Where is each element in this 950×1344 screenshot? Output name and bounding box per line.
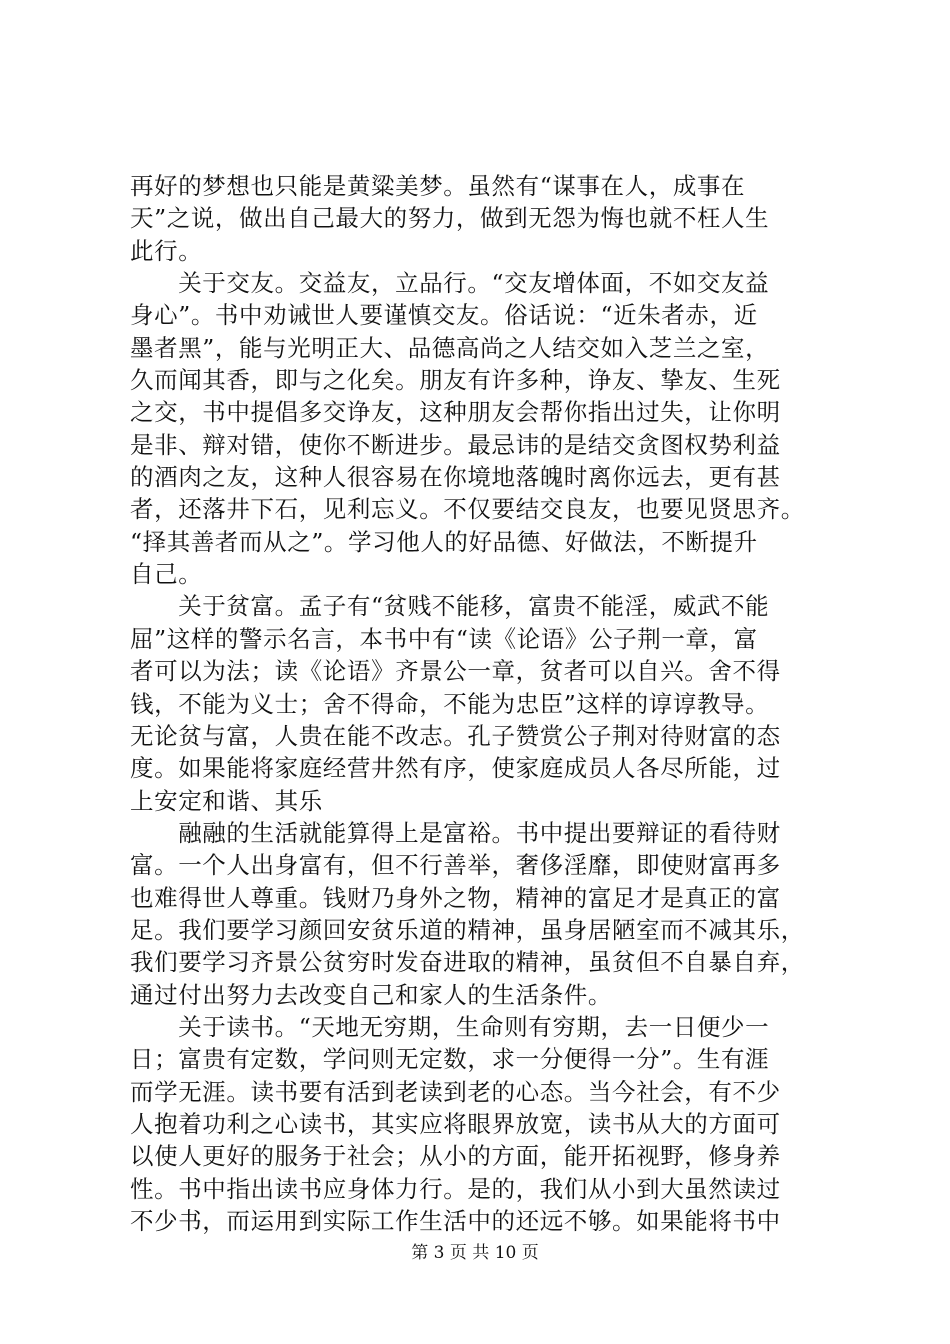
text-line: 的酒肉之友，这种人很容易在你境地落魄时离你远去，更有甚 — [130, 463, 781, 492]
text-line: 通过付出努力去改变自己和家人的生活条件。 — [130, 980, 612, 1009]
text-line: 性。书中指出读书应身体力行。是的，我们从小到大虽然读过 — [130, 1174, 781, 1203]
text-line: 身心”。书中劝诫世人要谨慎交友。俗话说：“近朱者赤，近 — [130, 301, 758, 330]
text-line: 者，还落井下石，见利忘义。不仅要结交良友，也要见贤思齐。 — [130, 495, 805, 524]
text-line: 关于交友。交益友，立品行。“交友增体面，不如交友益 — [130, 269, 770, 298]
text-line: 富。一个人出身富有，但不行善举，奢侈淫靡，即使财富再多 — [130, 851, 781, 880]
text-line: 而学无涯。读书要有活到老读到老的心态。当今社会，有不少 — [130, 1077, 781, 1106]
text-line: 关于读书。“天地无穷期，生命则有穷期，去一日便少一 — [130, 1012, 770, 1041]
text-line: 不少书，而运用到实际工作生活中的还远不够。如果能将书中 — [130, 1207, 781, 1235]
text-line: 之交，书中提倡多交诤友，这种朋友会帮你指出过失，让你明 — [130, 398, 781, 427]
text-line: 无论贫与富，人贵在能不改志。孔子赞赏公子荆对待财富的态 — [130, 721, 781, 750]
text-line: 天”之说，做出自己最大的努力，做到无怨为悔也就不枉人生 — [130, 204, 770, 233]
text-line: 人抱着功利之心读书，其实应将眼界放宽，读书从大的方面可 — [130, 1109, 781, 1138]
text-line: 墨者黑”，能与光明正大、品德高尚之人结交如入芝兰之室， — [130, 333, 770, 362]
text-line: 久而闻其香，即与之化矣。朋友有许多种，诤友、挚友、生死 — [130, 366, 781, 395]
body-text — [130, 170, 840, 1237]
text-line: 自己。 — [130, 560, 203, 589]
text-line: 钱，不能为义士；舍不得命，不能为忠臣”这样的谆谆教导。 — [130, 689, 770, 718]
text-line: 再好的梦想也只能是黄粱美梦。虽然有“谋事在人，成事在 — [130, 172, 746, 200]
text-line: 足。我们要学习颜回安贫乐道的精神，虽身居陋室而不减其乐， — [130, 915, 805, 944]
text-line: 此行。 — [130, 236, 203, 265]
page-footer: 第 3 页 共 10 页 — [411, 1243, 539, 1263]
text-line: 度。如果能将家庭经营井然有序，使家庭成员人各尽所能，过 — [130, 754, 781, 783]
text-line: 关于贫富。孟子有“贫贱不能移，富贵不能淫，威武不能 — [130, 592, 770, 621]
text-line: 是非、辩对错，使你不断进步。最忌讳的是结交贪图权势利益 — [130, 430, 781, 459]
text-line: 以使人更好的服务于社会；从小的方面，能开拓视野，修身养 — [130, 1142, 781, 1171]
text-line: 融融的生活就能算得上是富裕。书中提出要辩证的看待财 — [130, 818, 781, 847]
text-line: “择其善者而从之”。学习他人的好品德、好做法，不断提升 — [130, 527, 758, 556]
text-line: 我们要学习齐景公贫穷时发奋进取的精神，虽贫但不自暴自弃， — [130, 948, 805, 977]
text-line: 屈”这样的警示名言，本书中有“读《论语》公子荆一章，富 — [130, 624, 758, 653]
text-line: 者可以为法；读《论语》齐景公一章，贫者可以自兴。舍不得 — [130, 657, 781, 686]
text-line: 上安定和谐、其乐 — [130, 786, 323, 815]
text-line: 也难得世人尊重。钱财乃身外之物，精神的富足才是真正的富 — [130, 883, 781, 912]
text-line: 日；富贵有定数，学问则无定数，求一分便得一分”。生有涯 — [130, 1045, 770, 1074]
